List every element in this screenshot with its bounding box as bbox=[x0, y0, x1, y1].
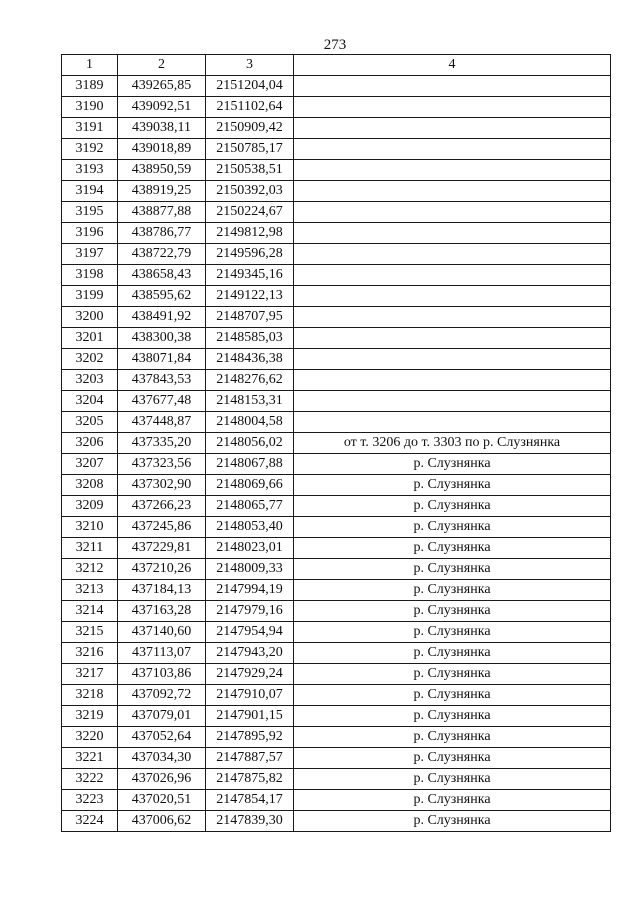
description-cell: р. Слузнянка bbox=[294, 454, 611, 475]
description-cell: р. Слузнянка bbox=[294, 811, 611, 832]
table-row bbox=[62, 349, 611, 370]
x-coordinate-cell: 437245,86 bbox=[118, 517, 206, 538]
point-number-cell: 3200 bbox=[62, 307, 118, 328]
x-coordinate-cell: 437020,51 bbox=[118, 790, 206, 811]
table-row bbox=[62, 706, 611, 727]
description-cell bbox=[294, 265, 611, 286]
description-cell: р. Слузнянка bbox=[294, 727, 611, 748]
point-number-cell: 3221 bbox=[62, 748, 118, 769]
x-coordinate-cell: 437335,20 bbox=[118, 433, 206, 454]
point-number-cell: 3196 bbox=[62, 223, 118, 244]
point-number-cell: 3215 bbox=[62, 622, 118, 643]
point-number-cell: 3190 bbox=[62, 97, 118, 118]
x-coordinate-cell: 437092,72 bbox=[118, 685, 206, 706]
y-coordinate-cell: 2149345,16 bbox=[206, 265, 294, 286]
x-coordinate-cell: 437079,01 bbox=[118, 706, 206, 727]
point-number-cell: 3191 bbox=[62, 118, 118, 139]
description-cell: р. Слузнянка bbox=[294, 643, 611, 664]
x-coordinate-cell: 437052,64 bbox=[118, 727, 206, 748]
description-cell: р. Слузнянка bbox=[294, 580, 611, 601]
x-coordinate-cell: 439018,89 bbox=[118, 139, 206, 160]
description-cell: р. Слузнянка bbox=[294, 790, 611, 811]
x-coordinate-cell: 437184,13 bbox=[118, 580, 206, 601]
y-coordinate-cell: 2148707,95 bbox=[206, 307, 294, 328]
table-row bbox=[62, 601, 611, 622]
point-number-cell: 3208 bbox=[62, 475, 118, 496]
point-number-cell: 3212 bbox=[62, 559, 118, 580]
description-cell bbox=[294, 307, 611, 328]
table-row bbox=[62, 580, 611, 601]
point-number-cell: 3205 bbox=[62, 412, 118, 433]
x-coordinate-cell: 438491,92 bbox=[118, 307, 206, 328]
table-row bbox=[62, 328, 611, 349]
table-row bbox=[62, 181, 611, 202]
description-cell: р. Слузнянка bbox=[294, 559, 611, 580]
point-number-cell: 3193 bbox=[62, 160, 118, 181]
x-coordinate-cell: 439092,51 bbox=[118, 97, 206, 118]
point-number-cell: 3207 bbox=[62, 454, 118, 475]
point-number-cell: 3206 bbox=[62, 433, 118, 454]
point-number-cell: 3222 bbox=[62, 769, 118, 790]
x-coordinate-cell: 437026,96 bbox=[118, 769, 206, 790]
point-number-cell: 3210 bbox=[62, 517, 118, 538]
page-number: 273 bbox=[323, 37, 347, 53]
y-coordinate-cell: 2150785,17 bbox=[206, 139, 294, 160]
y-coordinate-cell: 2149122,13 bbox=[206, 286, 294, 307]
x-coordinate-cell: 439265,85 bbox=[118, 76, 206, 97]
y-coordinate-cell: 2147895,92 bbox=[206, 727, 294, 748]
point-number-cell: 3201 bbox=[62, 328, 118, 349]
point-number-cell: 3220 bbox=[62, 727, 118, 748]
table-row bbox=[62, 559, 611, 580]
y-coordinate-cell: 2147901,15 bbox=[206, 706, 294, 727]
y-coordinate-cell: 2148023,01 bbox=[206, 538, 294, 559]
table-row bbox=[62, 97, 611, 118]
table-row bbox=[62, 76, 611, 97]
y-coordinate-cell: 2148009,33 bbox=[206, 559, 294, 580]
y-coordinate-cell: 2148436,38 bbox=[206, 349, 294, 370]
description-cell bbox=[294, 160, 611, 181]
description-cell: р. Слузнянка bbox=[294, 622, 611, 643]
y-coordinate-cell: 2147929,24 bbox=[206, 664, 294, 685]
table-row bbox=[62, 685, 611, 706]
y-coordinate-cell: 2147954,94 bbox=[206, 622, 294, 643]
x-coordinate-cell: 437323,56 bbox=[118, 454, 206, 475]
x-coordinate-cell: 437448,87 bbox=[118, 412, 206, 433]
y-coordinate-cell: 2147854,17 bbox=[206, 790, 294, 811]
x-coordinate-cell: 438300,38 bbox=[118, 328, 206, 349]
x-coordinate-cell: 437677,48 bbox=[118, 391, 206, 412]
table-header bbox=[62, 55, 611, 76]
description-cell: р. Слузнянка bbox=[294, 769, 611, 790]
point-number-cell: 3216 bbox=[62, 643, 118, 664]
description-cell bbox=[294, 76, 611, 97]
x-coordinate-cell: 437103,86 bbox=[118, 664, 206, 685]
y-coordinate-cell: 2148004,58 bbox=[206, 412, 294, 433]
y-coordinate-cell: 2147979,16 bbox=[206, 601, 294, 622]
y-coordinate-cell: 2147943,20 bbox=[206, 643, 294, 664]
point-number-cell: 3219 bbox=[62, 706, 118, 727]
point-number-cell: 3197 bbox=[62, 244, 118, 265]
description-cell: р. Слузнянка bbox=[294, 685, 611, 706]
description-cell bbox=[294, 349, 611, 370]
y-coordinate-cell: 2148585,03 bbox=[206, 328, 294, 349]
table-row bbox=[62, 622, 611, 643]
description-cell bbox=[294, 244, 611, 265]
description-cell: от т. 3206 до т. 3303 по р. Слузнянка bbox=[294, 433, 611, 454]
table-row bbox=[62, 727, 611, 748]
point-number-cell: 3204 bbox=[62, 391, 118, 412]
table-body bbox=[62, 76, 611, 832]
table-row bbox=[62, 202, 611, 223]
table-row bbox=[62, 412, 611, 433]
y-coordinate-cell: 2148065,77 bbox=[206, 496, 294, 517]
point-number-cell: 3223 bbox=[62, 790, 118, 811]
point-number-cell: 3192 bbox=[62, 139, 118, 160]
point-number-cell: 3203 bbox=[62, 370, 118, 391]
y-coordinate-cell: 2150538,51 bbox=[206, 160, 294, 181]
description-cell bbox=[294, 223, 611, 244]
table-row bbox=[62, 475, 611, 496]
point-number-cell: 3189 bbox=[62, 76, 118, 97]
table-row bbox=[62, 496, 611, 517]
point-number-cell: 3199 bbox=[62, 286, 118, 307]
point-number-cell: 3214 bbox=[62, 601, 118, 622]
table-row bbox=[62, 454, 611, 475]
table-row bbox=[62, 244, 611, 265]
x-coordinate-cell: 437229,81 bbox=[118, 538, 206, 559]
point-number-cell: 3218 bbox=[62, 685, 118, 706]
description-cell bbox=[294, 97, 611, 118]
header-description: 4 bbox=[294, 55, 611, 76]
point-number-cell: 3217 bbox=[62, 664, 118, 685]
x-coordinate-cell: 439038,11 bbox=[118, 118, 206, 139]
point-number-cell: 3209 bbox=[62, 496, 118, 517]
y-coordinate-cell: 2147910,07 bbox=[206, 685, 294, 706]
description-cell bbox=[294, 370, 611, 391]
description-cell: р. Слузнянка bbox=[294, 601, 611, 622]
table-row bbox=[62, 139, 611, 160]
y-coordinate-cell: 2149812,98 bbox=[206, 223, 294, 244]
y-coordinate-cell: 2147887,57 bbox=[206, 748, 294, 769]
table-row bbox=[62, 664, 611, 685]
description-cell bbox=[294, 391, 611, 412]
x-coordinate-cell: 438071,84 bbox=[118, 349, 206, 370]
table-row bbox=[62, 118, 611, 139]
table-row bbox=[62, 811, 611, 832]
table-row bbox=[62, 433, 611, 454]
x-coordinate-cell: 438950,59 bbox=[118, 160, 206, 181]
table-row bbox=[62, 748, 611, 769]
coordinates-table bbox=[61, 54, 611, 832]
description-cell bbox=[294, 412, 611, 433]
x-coordinate-cell: 438722,79 bbox=[118, 244, 206, 265]
x-coordinate-cell: 438919,25 bbox=[118, 181, 206, 202]
description-cell bbox=[294, 181, 611, 202]
x-coordinate-cell: 437266,23 bbox=[118, 496, 206, 517]
table-row bbox=[62, 790, 611, 811]
point-number-cell: 3195 bbox=[62, 202, 118, 223]
header-point-number: 1 bbox=[62, 55, 118, 76]
table-row bbox=[62, 769, 611, 790]
description-cell bbox=[294, 286, 611, 307]
y-coordinate-cell: 2147994,19 bbox=[206, 580, 294, 601]
table-row bbox=[62, 643, 611, 664]
point-number-cell: 3202 bbox=[62, 349, 118, 370]
table-row bbox=[62, 160, 611, 181]
description-cell bbox=[294, 328, 611, 349]
y-coordinate-cell: 2148056,02 bbox=[206, 433, 294, 454]
y-coordinate-cell: 2151102,64 bbox=[206, 97, 294, 118]
table-row bbox=[62, 391, 611, 412]
header-row bbox=[62, 55, 611, 76]
table-row bbox=[62, 265, 611, 286]
point-number-cell: 3198 bbox=[62, 265, 118, 286]
y-coordinate-cell: 2150392,03 bbox=[206, 181, 294, 202]
header-y-coordinate: 3 bbox=[206, 55, 294, 76]
description-cell: р. Слузнянка bbox=[294, 706, 611, 727]
x-coordinate-cell: 437302,90 bbox=[118, 475, 206, 496]
table-row bbox=[62, 370, 611, 391]
x-coordinate-cell: 437163,28 bbox=[118, 601, 206, 622]
description-cell bbox=[294, 139, 611, 160]
x-coordinate-cell: 438786,77 bbox=[118, 223, 206, 244]
table-row bbox=[62, 517, 611, 538]
description-cell: р. Слузнянка bbox=[294, 664, 611, 685]
y-coordinate-cell: 2148069,66 bbox=[206, 475, 294, 496]
y-coordinate-cell: 2150224,67 bbox=[206, 202, 294, 223]
y-coordinate-cell: 2151204,04 bbox=[206, 76, 294, 97]
description-cell: р. Слузнянка bbox=[294, 748, 611, 769]
y-coordinate-cell: 2149596,28 bbox=[206, 244, 294, 265]
header-x-coordinate: 2 bbox=[118, 55, 206, 76]
x-coordinate-cell: 438658,43 bbox=[118, 265, 206, 286]
description-cell bbox=[294, 118, 611, 139]
x-coordinate-cell: 437210,26 bbox=[118, 559, 206, 580]
y-coordinate-cell: 2148053,40 bbox=[206, 517, 294, 538]
point-number-cell: 3211 bbox=[62, 538, 118, 559]
y-coordinate-cell: 2148067,88 bbox=[206, 454, 294, 475]
x-coordinate-cell: 438877,88 bbox=[118, 202, 206, 223]
x-coordinate-cell: 437113,07 bbox=[118, 643, 206, 664]
x-coordinate-cell: 438595,62 bbox=[118, 286, 206, 307]
table-row bbox=[62, 223, 611, 244]
x-coordinate-cell: 437843,53 bbox=[118, 370, 206, 391]
description-cell: р. Слузнянка bbox=[294, 475, 611, 496]
description-cell: р. Слузнянка bbox=[294, 538, 611, 559]
x-coordinate-cell: 437140,60 bbox=[118, 622, 206, 643]
description-cell: р. Слузнянка bbox=[294, 496, 611, 517]
x-coordinate-cell: 437034,30 bbox=[118, 748, 206, 769]
point-number-cell: 3224 bbox=[62, 811, 118, 832]
description-cell bbox=[294, 202, 611, 223]
point-number-cell: 3213 bbox=[62, 580, 118, 601]
description-cell: р. Слузнянка bbox=[294, 517, 611, 538]
y-coordinate-cell: 2148276,62 bbox=[206, 370, 294, 391]
y-coordinate-cell: 2147839,30 bbox=[206, 811, 294, 832]
table-row bbox=[62, 286, 611, 307]
y-coordinate-cell: 2148153,31 bbox=[206, 391, 294, 412]
y-coordinate-cell: 2150909,42 bbox=[206, 118, 294, 139]
y-coordinate-cell: 2147875,82 bbox=[206, 769, 294, 790]
table-row bbox=[62, 538, 611, 559]
x-coordinate-cell: 437006,62 bbox=[118, 811, 206, 832]
table-row bbox=[62, 307, 611, 328]
point-number-cell: 3194 bbox=[62, 181, 118, 202]
